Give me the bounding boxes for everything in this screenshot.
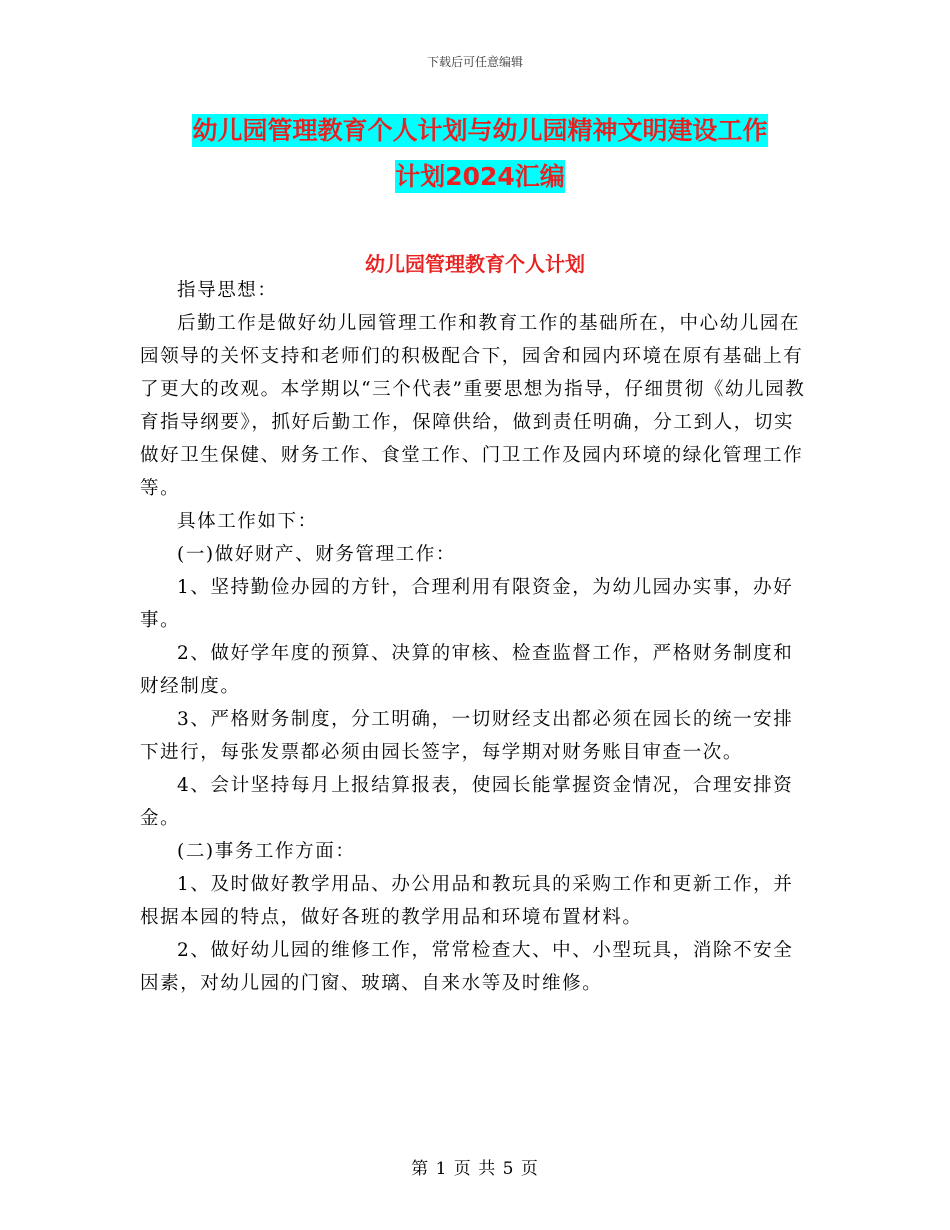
paragraph: 2、做好幼儿园的维修工作，常常检查大、中、小型玩具，消除不安全因素，对幼儿园的门窗、玻璃、自来水等及时维修。 xyxy=(140,940,794,994)
paragraph: 1、坚持勤俭办园的方针，合理利用有限资金，为幼儿园办实事，办好事。 xyxy=(140,577,794,631)
paragraph: (二)事务工作方面： xyxy=(177,841,356,862)
title-line-1: 幼儿园管理教育个人计划与幼儿园精神文明建设工作 xyxy=(192,116,768,145)
paragraph: (一)做好财产、财务管理工作： xyxy=(177,544,456,565)
paragraph: 后勤工作是做好幼儿园管理工作和教育工作的基础所在，中心幼儿园在园领导的关怀支持和老师们的积极配合下，园舍和园内环境在原有基础上有了更大的改观。本学期以“三个代表”重要思想为指导，仔细贯彻《幼儿园教育指导纲要》，抓好后勤工作，保障供给，做到责任明确，分工到人，切实做好卫生保健、财务工作、食堂工作、门卫工作及园内环境的绿化管理工作等。 xyxy=(140,313,806,499)
page-footer: 第 1 页 共 5 页 xyxy=(411,1159,539,1179)
paragraph: 指导思想： xyxy=(177,280,278,301)
paragraph: 3、严格财务制度，分工明确，一切财经支出都必须在园长的统一安排下进行，每张发票都必须由园长签字，每学期对财务账目审查一次。 xyxy=(140,709,794,763)
title-line-2: 计划2024汇编 xyxy=(395,162,565,191)
header-note: 下载后可任意编辑 xyxy=(426,55,523,69)
paragraph: 1、及时做好教学用品、办公用品和教玩具的采购工作和更新工作，并根据本园的特点，做好各班的教学用品和环境布置材料。 xyxy=(140,874,794,928)
paragraph: 具体工作如下： xyxy=(177,511,318,532)
document-title xyxy=(140,108,820,200)
paragraph: 4、会计坚持每月上报结算报表，使园长能掌握资金情况，合理安排资金。 xyxy=(140,775,794,829)
section-title: 幼儿园管理教育个人计划 xyxy=(365,252,585,276)
paragraph: 2、做好学年度的预算、决算的审核、检查监督工作，严格财务制度和财经制度。 xyxy=(140,643,794,697)
body-text xyxy=(140,274,808,1000)
